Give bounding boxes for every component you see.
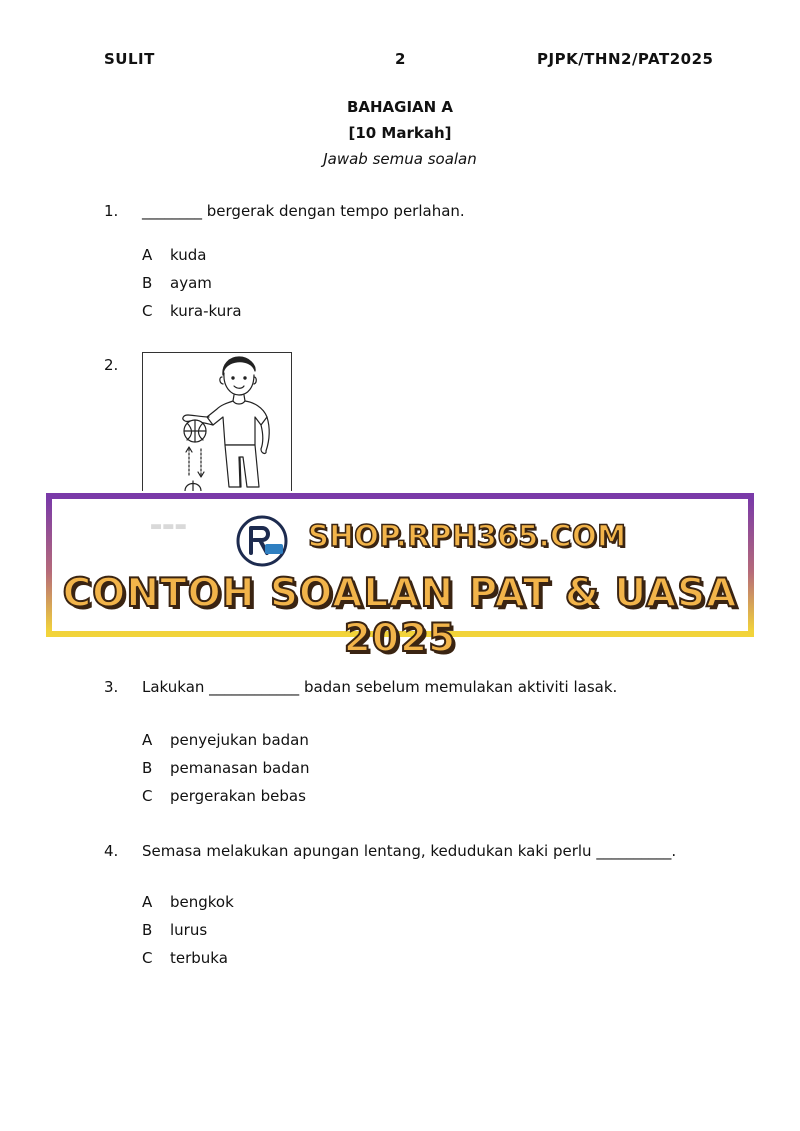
option-text: bengkok <box>170 893 234 911</box>
option-text: ayam <box>170 274 212 292</box>
banner-title: CONTOH SOALAN PAT & UASA 2025 <box>62 571 738 661</box>
question-3-text: Lakukan ____________ badan sebelum memulakan aktiviti lasak. <box>142 678 618 696</box>
option-text: pemanasan badan <box>170 759 310 777</box>
question-2-number: 2. <box>104 356 119 374</box>
option-letter: B <box>142 921 153 939</box>
banner-site: SHOP.RPH365.COM <box>308 519 627 553</box>
option-text: lurus <box>170 921 208 939</box>
section-title: BAHAGIAN A <box>346 98 454 116</box>
option-letter: A <box>142 731 153 749</box>
option-text: kura-kura <box>170 302 242 320</box>
option-text: terbuka <box>170 949 228 967</box>
question-1-number: 1. <box>104 202 119 220</box>
option-letter: B <box>142 274 153 292</box>
header-sulit: SULIT <box>104 50 155 68</box>
option-text: penyejukan badan <box>170 731 309 749</box>
question-4-number: 4. <box>104 842 119 860</box>
paper-code: PJPK/THN2/PAT2025 <box>537 50 714 68</box>
question-3-number: 3. <box>104 678 119 696</box>
question-4-text: Semasa melakukan apungan lentang, kedudukan kaki perlu __________. <box>142 842 677 860</box>
option-letter: A <box>142 893 153 911</box>
promo-banner <box>46 493 754 661</box>
section-instruction: Jawab semua soalan <box>323 150 477 168</box>
page-number: 2 <box>395 50 406 68</box>
section-marks: [10 Markah] <box>348 124 452 142</box>
rph365-logo <box>236 515 288 567</box>
option-letter: C <box>142 302 153 320</box>
option-letter: A <box>142 246 153 264</box>
question-2-image <box>142 352 292 491</box>
option-letter: C <box>142 787 153 805</box>
option-text: pergerakan bebas <box>170 787 306 805</box>
option-letter: C <box>142 949 153 967</box>
obscured-text: ▬▬▬ <box>150 519 187 534</box>
option-text: kuda <box>170 246 207 264</box>
boy-dribbling-ball-illustration <box>143 353 291 491</box>
option-letter: B <box>142 759 153 777</box>
question-1-text: ________ bergerak dengan tempo perlahan. <box>142 202 465 220</box>
